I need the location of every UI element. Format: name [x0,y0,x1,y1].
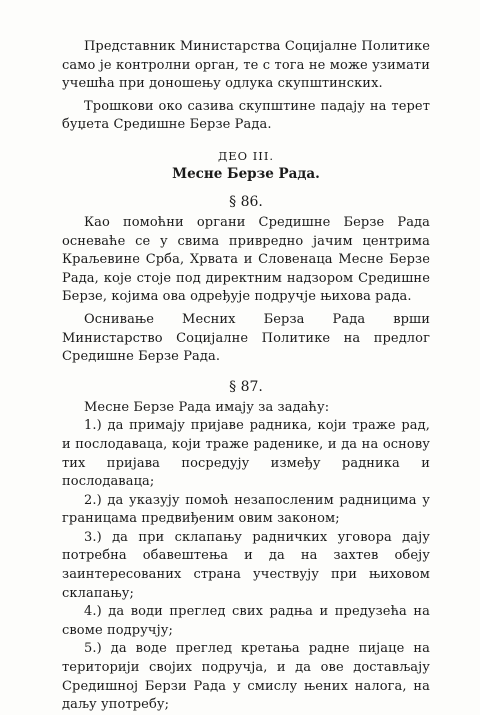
part-title: Месне Берзе Рада. [172,165,320,182]
section-87-heading: § 87. [229,378,263,395]
paragraph-assembly-costs: Трошкови око сазива скупштине падају на терет буџета Средишне Берзе Рада. [62,98,430,133]
list-item: 2.) да указују помоћ незапосленим радницима у границама предвиђеним овим законом; [62,492,430,527]
section-86-heading: § 86. [229,193,263,210]
list-item: 4.) да води преглед свих радња и предузећа на своме подручју; [62,604,430,638]
paragraph-section-86-2: Оснивање Месних Берза Рада врши Министарство Социјалне Политике на предлог Средишне Берзе Рада. [62,311,430,365]
list-item: 1.) да примају пријаве радника, који траже рад, и послодаваца, који траже раденике, и да на основу тих пријава посредују између радника и послодаваца; [62,418,430,490]
list-item: 3.) да при склапању радничких уговора дају потребна обавештења и да на захтев обеју заинтересованих страна учествују при њиховом склапању; [62,529,430,601]
paragraph-ministry-representative: Представник Министарства Социјалне Политике само је контролни орган, те с тога не може узимати учешћа при доношењу одлука скупштинских. [62,39,430,92]
section-87-intro: Месне Берзе Рада имају за задаћу: [84,399,330,415]
list-item: 5.) да воде преглед кретања радне пијаце на територији својих подручја, и да ове достављају Средишној Берзи Рада у смислу њених налога, на даљу употребу; [62,641,430,713]
paragraph-section-86-1: Као помоћни органи Средишне Берзе Рада осневаће се у свима привредно јачим центрима Краљевине Срба, Хрвата и Словенаца Месне Берзе Рада, које стоје под директним надзором Средишне Берзе, којима ова одређује подручје њихова рада. [62,214,430,305]
part-label: ДЕО III. [217,148,275,163]
